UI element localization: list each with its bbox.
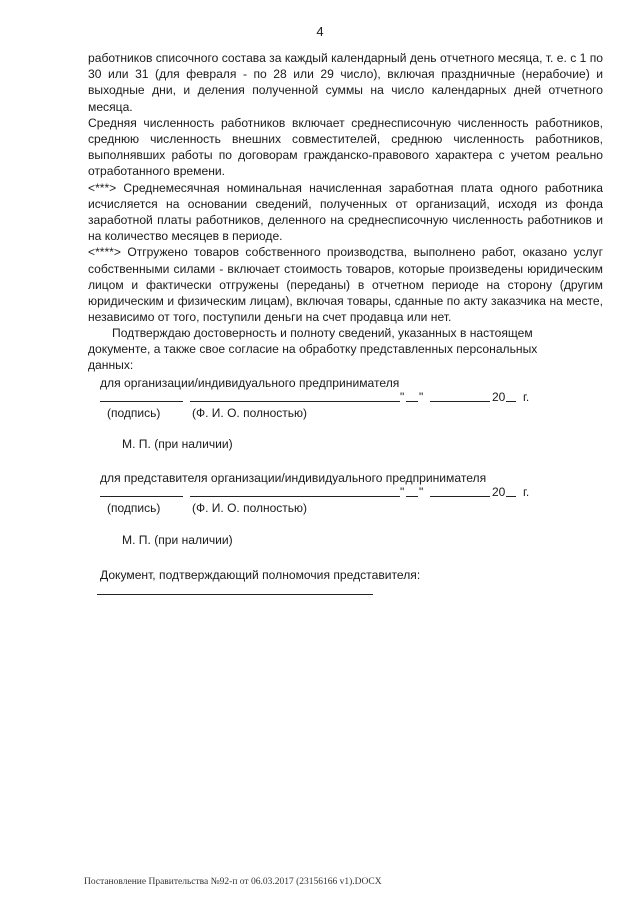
org-quote-close: " bbox=[419, 390, 424, 404]
org-signature-line bbox=[100, 390, 530, 404]
paragraph-footnote-salary: <***> Среднемесячная номинальная начисленная заработная плата одного работника исчисляется на основании сведений, полученных от организаций, исходя из фонда заработной платы работников, деленного на среднесписочную численность работников и на количество месяцев в периоде. bbox=[88, 180, 603, 244]
rep-quote-open: " bbox=[400, 485, 405, 499]
footnotes-block bbox=[88, 50, 603, 325]
rep-stamp-note: М. П. (при наличии) bbox=[122, 533, 233, 547]
org-name-field[interactable] bbox=[190, 401, 400, 402]
paragraph-footnote-shipped-goods: <****> Отгружено товаров собственного производства, выполнено работ, оказано услуг собственными силами - включает стоимость товаров, которые произведены юридическим лицом и фактически отгружены (переданы) в отчетном периоде на сторону (другим юридическим и физическим лицам), включая товары, сданные по акту заказчика на месте, независимо от того, поступили деньги на счет продавца или нет. bbox=[88, 245, 603, 325]
rep-year-suffix: г. bbox=[523, 485, 530, 499]
org-signature-label: для организации/индивидуального предпринимателя bbox=[100, 376, 400, 390]
org-caption-signature: (подпись) bbox=[107, 406, 161, 420]
confirmation-statement: Подтверждаю достоверность и полноту сведений, указанных в настоящем документе, а также свое согласие на обработку представленных персональных данных: bbox=[88, 326, 538, 372]
rep-signature-field[interactable] bbox=[100, 496, 183, 497]
authority-document-label: Документ, подтверждающий полномочия представителя: bbox=[100, 568, 421, 582]
org-year-prefix: 20 bbox=[492, 390, 506, 404]
rep-signature-label: для представителя организации/индивидуального предпринимателя bbox=[100, 471, 487, 485]
rep-year-field[interactable] bbox=[506, 496, 516, 497]
paragraph-average-number-definition: Средняя численность работников включает среднесписочную численность работников, среднюю численность внешних совместителей, среднюю численность работников, выполнявших работы по договорам гражданско-правового характера с учетом реально отработанного времени. bbox=[88, 115, 603, 179]
page-number: 4 bbox=[316, 24, 324, 39]
org-caption-name: (Ф. И. О. полностью) bbox=[192, 406, 308, 420]
rep-quote-close: " bbox=[419, 485, 424, 499]
rep-caption-signature: (подпись) bbox=[107, 501, 161, 515]
rep-caption-name: (Ф. И. О. полностью) bbox=[192, 501, 308, 515]
org-quote-open: " bbox=[400, 390, 405, 404]
rep-name-field[interactable] bbox=[190, 496, 400, 497]
footer-filename: Постановление Правительства №92-п от 06.03.2017 (23156166 v1).DOCX bbox=[84, 877, 382, 887]
rep-day-field[interactable] bbox=[406, 496, 418, 497]
org-day-field[interactable] bbox=[406, 401, 418, 402]
rep-signature-line bbox=[100, 485, 530, 499]
org-signature-field[interactable] bbox=[100, 401, 183, 402]
org-stamp-note: М. П. (при наличии) bbox=[122, 437, 233, 451]
rep-month-field[interactable] bbox=[430, 496, 490, 497]
org-year-suffix: г. bbox=[523, 390, 530, 404]
rep-year-prefix: 20 bbox=[492, 485, 506, 499]
org-year-field[interactable] bbox=[506, 401, 516, 402]
paragraph-average-headcount-continuation: работников списочного состава за каждый календарный день отчетного месяца, т. е. с 1 по 30 или 31 (для февраля - по 28 или 29 число), включая праздничные (нерабочие) и выходные дни, и деления полученной суммы на число календарных дней отчетного месяца. bbox=[88, 51, 603, 114]
org-month-field[interactable] bbox=[430, 401, 490, 402]
authority-document-field[interactable] bbox=[97, 594, 373, 595]
